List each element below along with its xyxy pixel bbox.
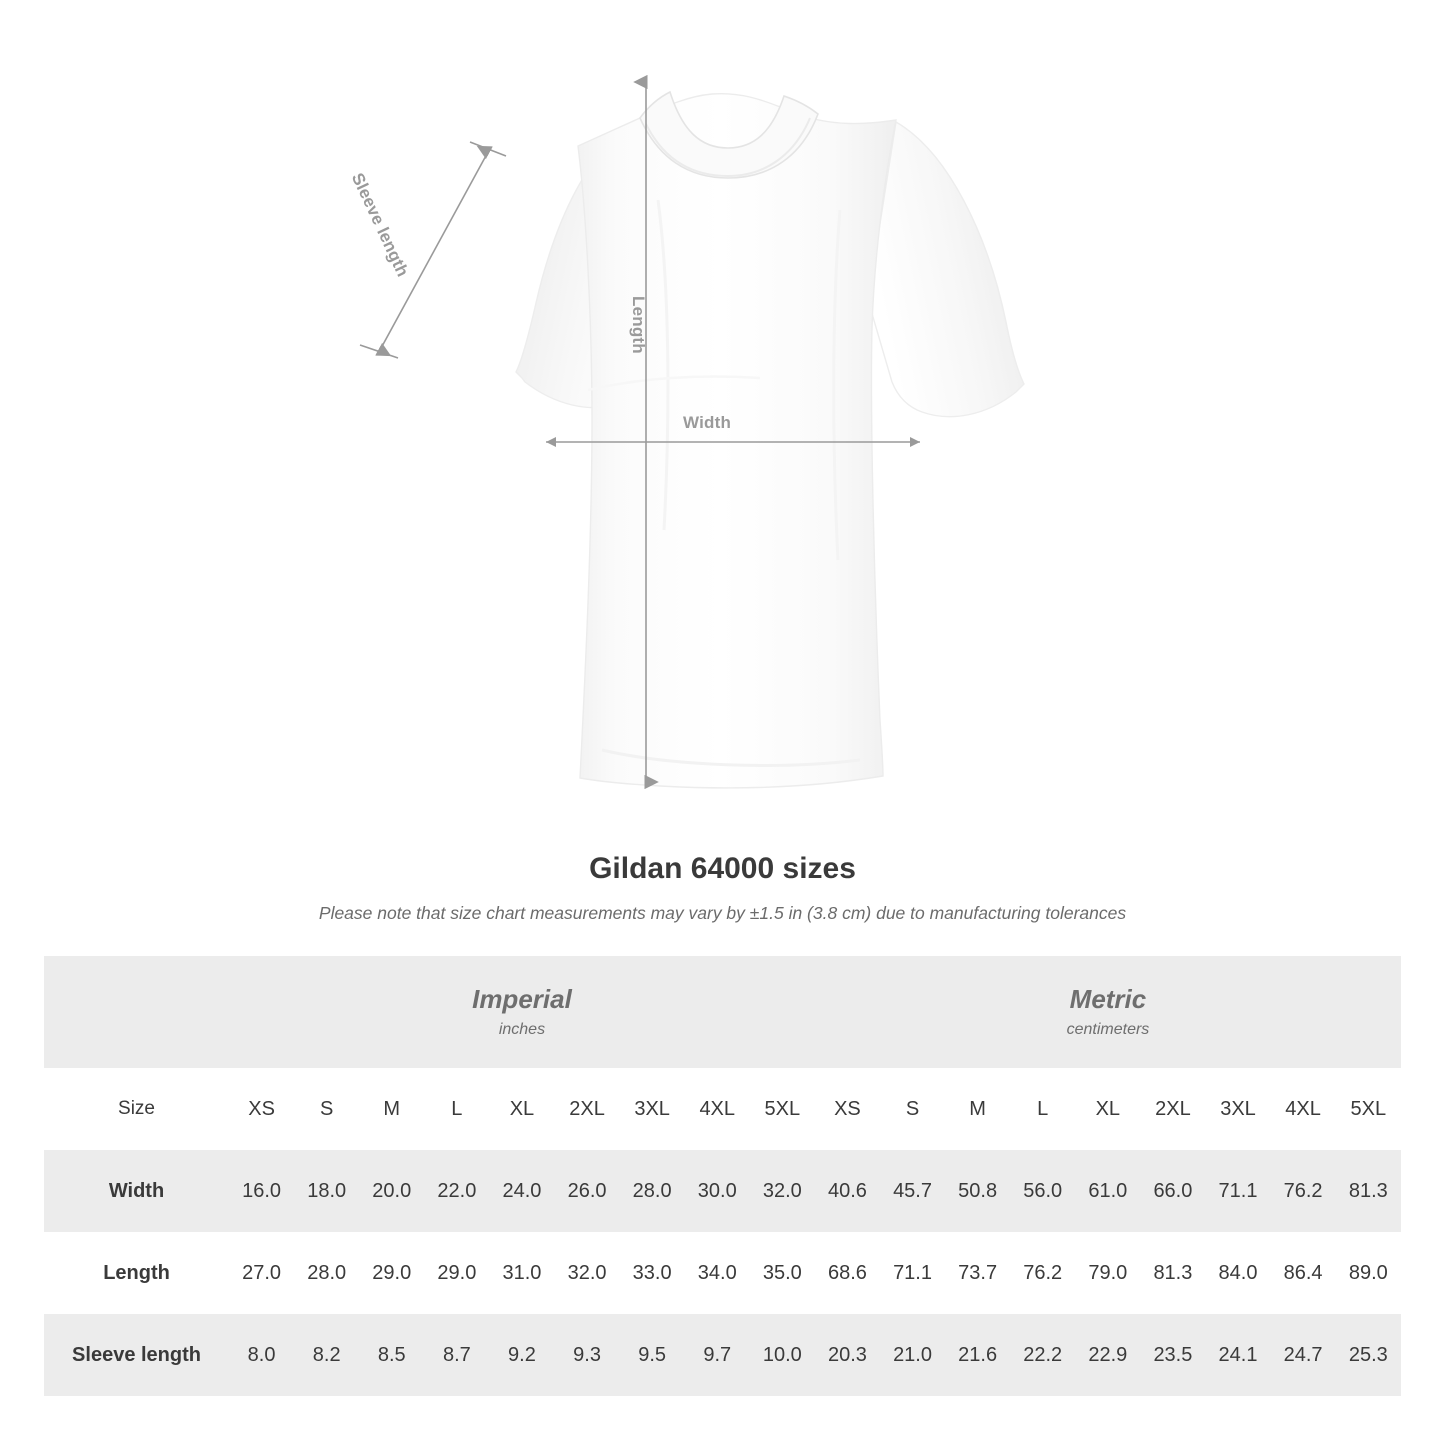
header-size-imperial-xl: XL xyxy=(489,1068,554,1150)
cell-width-imperial-3xl: 28.0 xyxy=(620,1150,685,1232)
cell-length-imperial-s: 28.0 xyxy=(294,1232,359,1314)
table-row xyxy=(44,1314,1401,1396)
cell-sleeve-imperial-s: 8.2 xyxy=(294,1314,359,1396)
cell-length-metric-3xl: 84.0 xyxy=(1205,1232,1270,1314)
cell-width-imperial-xs: 16.0 xyxy=(229,1150,294,1232)
label-length: Length xyxy=(629,296,648,354)
cell-sleeve-imperial-xs: 8.0 xyxy=(229,1314,294,1396)
cell-sleeve-metric-2xl: 23.5 xyxy=(1140,1314,1205,1396)
cell-length-metric-2xl: 81.3 xyxy=(1140,1232,1205,1314)
label-width: Width xyxy=(683,413,732,432)
header-size-metric-2xl: 2XL xyxy=(1140,1068,1205,1150)
cell-width-metric-xl: 61.0 xyxy=(1075,1150,1140,1232)
header-size-metric-3xl: 3XL xyxy=(1205,1068,1270,1150)
header-size-metric-l: L xyxy=(1010,1068,1075,1150)
unit-group-metric-name: Metric xyxy=(1069,983,1147,1014)
cell-width-imperial-5xl: 32.0 xyxy=(750,1150,815,1232)
cell-sleeve-metric-m: 21.6 xyxy=(945,1314,1010,1396)
cell-sleeve-imperial-xl: 9.2 xyxy=(489,1314,554,1396)
size-header-row xyxy=(44,1068,1401,1150)
cell-width-imperial-s: 18.0 xyxy=(294,1150,359,1232)
cell-length-metric-xs: 68.6 xyxy=(815,1232,880,1314)
cell-length-metric-xl: 79.0 xyxy=(1075,1232,1140,1314)
header-size-metric-5xl: 5XL xyxy=(1336,1068,1401,1150)
cell-sleeve-metric-s: 21.0 xyxy=(880,1314,945,1396)
header-size-imperial-l: L xyxy=(424,1068,489,1150)
cell-width-metric-m: 50.8 xyxy=(945,1150,1010,1232)
table-row xyxy=(44,1150,1401,1232)
tolerance-note: Please note that size chart measurements may vary by ±1.5 in (3.8 cm) due to manufacturing tolerances xyxy=(318,903,1127,923)
cell-sleeve-metric-3xl: 24.1 xyxy=(1205,1314,1270,1396)
header-size-imperial-3xl: 3XL xyxy=(620,1068,685,1150)
cell-length-metric-4xl: 86.4 xyxy=(1271,1232,1336,1314)
cell-sleeve-imperial-m: 8.5 xyxy=(359,1314,424,1396)
label-sleeve-length: Sleeve length xyxy=(347,170,413,280)
cell-sleeve-metric-5xl: 25.3 xyxy=(1336,1314,1401,1396)
page-title: Gildan 64000 sizes xyxy=(589,852,856,885)
cell-width-imperial-xl: 24.0 xyxy=(489,1150,554,1232)
unit-spacer xyxy=(44,956,229,1068)
cell-width-metric-l: 56.0 xyxy=(1010,1150,1075,1232)
cell-sleeve-imperial-5xl: 10.0 xyxy=(750,1314,815,1396)
size-chart-table xyxy=(44,956,1401,1396)
cell-length-metric-l: 76.2 xyxy=(1010,1232,1075,1314)
cell-length-metric-s: 71.1 xyxy=(880,1232,945,1314)
cell-width-imperial-2xl: 26.0 xyxy=(555,1150,620,1232)
cell-sleeve-imperial-4xl: 9.7 xyxy=(685,1314,750,1396)
cell-length-imperial-m: 29.0 xyxy=(359,1232,424,1314)
header-size: Size xyxy=(44,1068,229,1150)
cell-length-imperial-2xl: 32.0 xyxy=(555,1232,620,1314)
cell-sleeve-metric-xl: 22.9 xyxy=(1075,1314,1140,1396)
unit-group-imperial xyxy=(229,956,815,1068)
table-row xyxy=(44,1232,1401,1314)
cell-length-metric-m: 73.7 xyxy=(945,1232,1010,1314)
cell-length-metric-5xl: 89.0 xyxy=(1336,1232,1401,1314)
header-size-imperial-4xl: 4XL xyxy=(685,1068,750,1150)
cell-width-imperial-m: 20.0 xyxy=(359,1150,424,1232)
cell-width-imperial-4xl: 30.0 xyxy=(685,1150,750,1232)
size-chart-table-wrap xyxy=(44,956,1401,1396)
cell-length-imperial-3xl: 33.0 xyxy=(620,1232,685,1314)
cell-sleeve-imperial-2xl: 9.3 xyxy=(555,1314,620,1396)
header-size-imperial-s: S xyxy=(294,1068,359,1150)
row-label-width: Width xyxy=(44,1150,229,1232)
cell-sleeve-imperial-l: 8.7 xyxy=(424,1314,489,1396)
header-size-metric-4xl: 4XL xyxy=(1271,1068,1336,1150)
header-size-metric-s: S xyxy=(880,1068,945,1150)
header-size-imperial-xs: XS xyxy=(229,1068,294,1150)
unit-group-metric xyxy=(815,956,1401,1068)
unit-group-imperial-sub: inches xyxy=(498,1021,546,1039)
header-size-imperial-5xl: 5XL xyxy=(750,1068,815,1150)
cell-length-imperial-l: 29.0 xyxy=(424,1232,489,1314)
header-size-metric-xl: XL xyxy=(1075,1068,1140,1150)
cell-sleeve-metric-xs: 20.3 xyxy=(815,1314,880,1396)
cell-width-metric-4xl: 76.2 xyxy=(1271,1150,1336,1232)
header-size-metric-xs: XS xyxy=(815,1068,880,1150)
cell-width-metric-s: 45.7 xyxy=(880,1150,945,1232)
unit-group-row xyxy=(44,956,1401,1068)
unit-group-imperial-name: Imperial xyxy=(472,983,572,1014)
cell-width-metric-3xl: 71.1 xyxy=(1205,1150,1270,1232)
cell-length-imperial-5xl: 35.0 xyxy=(750,1232,815,1314)
cell-width-metric-5xl: 81.3 xyxy=(1336,1150,1401,1232)
cell-sleeve-metric-4xl: 24.7 xyxy=(1271,1314,1336,1396)
cell-length-imperial-xs: 27.0 xyxy=(229,1232,294,1314)
row-label-sleeve-length: Sleeve length xyxy=(44,1314,229,1396)
cell-width-imperial-l: 22.0 xyxy=(424,1150,489,1232)
cell-width-metric-2xl: 66.0 xyxy=(1140,1150,1205,1232)
cell-sleeve-metric-l: 22.2 xyxy=(1010,1314,1075,1396)
cell-length-imperial-4xl: 34.0 xyxy=(685,1232,750,1314)
unit-group-metric-sub: centimeters xyxy=(1066,1021,1150,1039)
cell-width-metric-xs: 40.6 xyxy=(815,1150,880,1232)
header-size-imperial-2xl: 2XL xyxy=(555,1068,620,1150)
cell-sleeve-imperial-3xl: 9.5 xyxy=(620,1314,685,1396)
header-size-metric-m: M xyxy=(945,1068,1010,1150)
header-size-imperial-m: M xyxy=(359,1068,424,1150)
cell-length-imperial-xl: 31.0 xyxy=(489,1232,554,1314)
row-label-length: Length xyxy=(44,1232,229,1314)
